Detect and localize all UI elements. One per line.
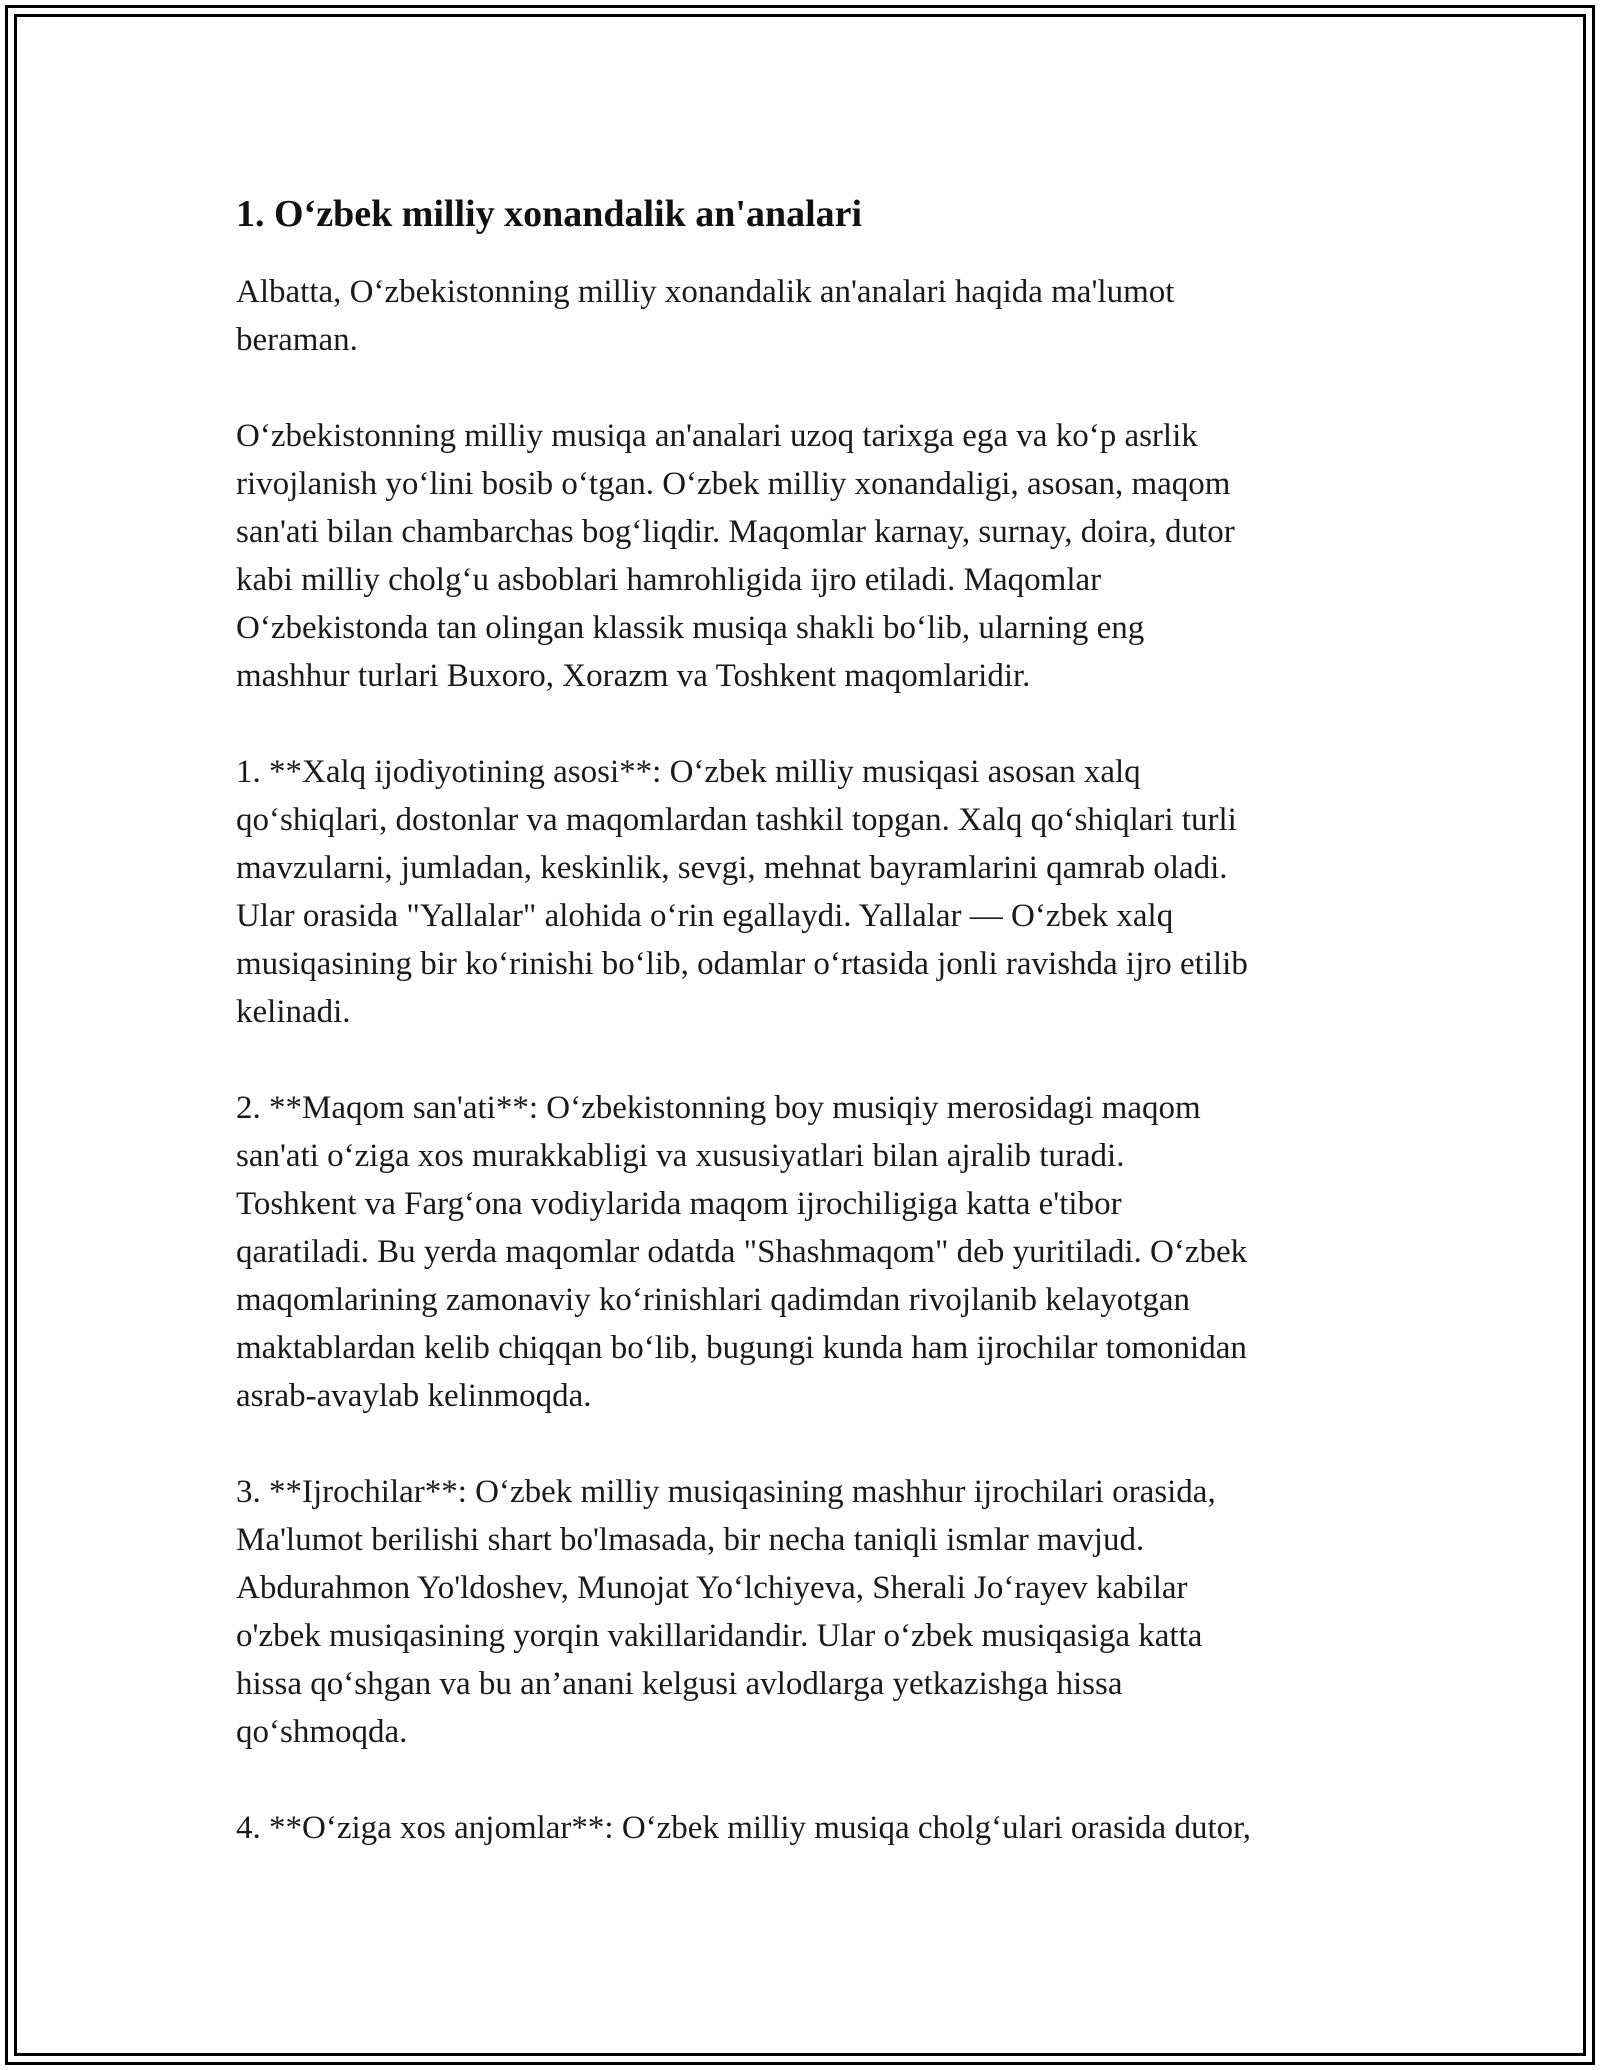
paragraph-line: qaratiladi. Bu yerda maqomlar odatda "Shashmaqom" deb yuritiladi. O‘zbek — [236, 1234, 1248, 1270]
paragraph-line: 4. **O‘ziga xos anjomlar**: O‘zbek milliy musiqa cholg‘ulari orasida dutor, — [236, 1810, 1252, 1846]
paragraph-line: O‘zbekistonning milliy musiqa an'analari uzoq tarixga ega va ko‘p asrlik — [236, 418, 1198, 454]
paragraph-line: hissa qo‘shgan va bu an’anani kelgusi avlodlarga yetkazishga hissa — [236, 1666, 1123, 1702]
paragraph-line: rivojlanish yo‘lini bosib o‘tgan. O‘zbek milliy xonandaligi, asosan, maqom — [236, 466, 1231, 502]
paragraph-line: san'ati bilan chambarchas bog‘liqdir. Maqomlar karnay, surnay, doira, dutor — [236, 514, 1235, 550]
paragraph — [236, 1468, 1376, 1756]
document-body — [236, 188, 1376, 1852]
paragraph-line: 1. **Xalq ijodiyotining asosi**: O‘zbek milliy musiqasi asosan xalq — [236, 754, 1141, 790]
paragraph-line: 2. **Maqom san'ati**: O‘zbekistonning boy musiqiy merosidagi maqom — [236, 1090, 1201, 1126]
paragraph-line: Toshkent va Farg‘ona vodiylarida maqom ijrochiligiga katta e'tibor — [236, 1186, 1122, 1222]
paragraph-line: Ma'lumot berilishi shart bo'lmasada, bir necha taniqli ismlar mavjud. — [236, 1522, 1145, 1558]
paragraph-line: Albatta, O‘zbekistonning milliy xonandalik an'analari haqida ma'lumot — [236, 274, 1175, 310]
paragraph — [236, 1804, 1376, 1852]
paragraph — [236, 412, 1376, 700]
paragraph-line: qo‘shiqlari, dostonlar va maqomlardan tashkil topgan. Xalq qo‘shiqlari turli — [236, 802, 1237, 838]
paragraph-line: san'ati o‘ziga xos murakkabligi va xususiyatlari bilan ajralib turadi. — [236, 1138, 1125, 1174]
paragraph-line: Ular orasida "Yallalar" alohida o‘rin egallaydi. Yallalar — O‘zbek xalq — [236, 898, 1174, 934]
paragraph-line: asrab-avaylab kelinmoqda. — [236, 1378, 592, 1414]
paragraph-line: qo‘shmoqda. — [236, 1714, 408, 1750]
paragraph — [236, 1084, 1376, 1420]
paragraph-line: maktablardan kelib chiqqan bo‘lib, bugungi kunda ham ijrochilar tomonidan — [236, 1330, 1247, 1366]
paragraph — [236, 268, 1376, 364]
paragraph-line: 3. **Ijrochilar**: O‘zbek milliy musiqasining mashhur ijrochilari orasida, — [236, 1474, 1216, 1510]
paragraph-list — [236, 268, 1376, 1852]
paragraph-line: musiqasining bir ko‘rinishi bo‘lib, odamlar o‘rtasida jonli ravishda ijro etilib — [236, 946, 1248, 982]
paragraph-line: kelinadi. — [236, 994, 351, 1030]
paragraph-line: maqomlarining zamonaviy ko‘rinishlari qadimdan rivojlanib kelayotgan — [236, 1282, 1191, 1318]
paragraph-line: mavzularni, jumladan, keskinlik, sevgi, mehnat bayramlarini qamrab oladi. — [236, 850, 1228, 886]
paragraph-line: O‘zbekistonda tan olingan klassik musiqa shakli bo‘lib, ularning eng — [236, 610, 1145, 646]
paragraph — [236, 748, 1376, 1036]
document-title: 1. O‘zbek milliy xonandalik an'analari — [236, 193, 863, 235]
paragraph-line: o'zbek musiqasining yorqin vakillaridandir. Ular o‘zbek musiqasiga katta — [236, 1618, 1203, 1654]
paragraph-line: kabi milliy cholg‘u asboblari hamrohligida ijro etiladi. Maqomlar — [236, 562, 1102, 598]
paragraph-line: Abdurahmon Yo'ldoshev, Munojat Yo‘lchiyeva, Sherali Jo‘rayev kabilar — [236, 1570, 1188, 1606]
paragraph-line: beraman. — [236, 322, 358, 358]
paragraph-line: mashhur turlari Buxoro, Xorazm va Toshkent maqomlaridir. — [236, 658, 1031, 694]
